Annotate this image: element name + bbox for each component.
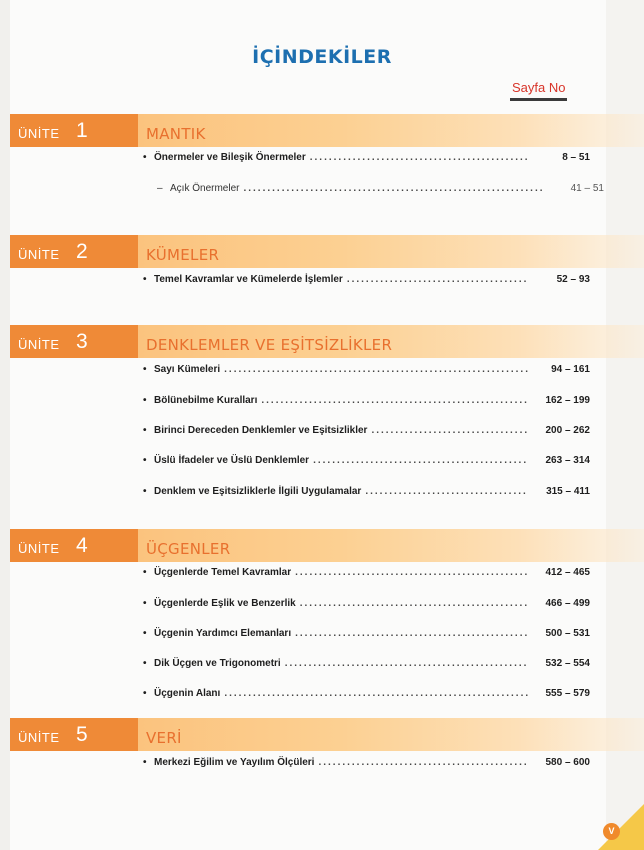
toc-entry[interactable] — [143, 658, 590, 674]
toc-entry[interactable] — [143, 567, 590, 583]
unit-title-band — [138, 235, 644, 268]
dot-leader — [261, 395, 528, 406]
bullet: • — [143, 274, 147, 285]
bullet: • — [143, 455, 147, 466]
toc-entry[interactable] — [143, 486, 590, 502]
toc-entry[interactable] — [143, 274, 590, 290]
page-number-badge: V — [603, 823, 620, 840]
toc-entry-title: Üçgenlerde Temel Kavramlar — [154, 567, 292, 578]
toc-entry-title: Açık Önermeler — [170, 183, 240, 194]
page-range: 41 – 51 — [570, 183, 604, 194]
bullet: • — [143, 364, 147, 375]
toc-entry[interactable] — [143, 757, 590, 773]
toc-entry[interactable] — [143, 425, 590, 441]
bullet: • — [143, 757, 147, 768]
unit-header-2 — [10, 235, 644, 268]
unit-title: DENKLEMLER VE EŞİTSİZLİKLER — [146, 336, 393, 354]
toc-entry-title: Sayı Kümeleri — [154, 364, 221, 375]
toc-entry[interactable] — [143, 152, 590, 168]
unit-title-band — [138, 325, 644, 358]
bullet: • — [143, 658, 147, 669]
unit-number: 3 — [76, 330, 88, 353]
toc-entry-title: Birinci Dereceden Denklemler ve Eşitsizlikler — [154, 425, 368, 436]
unit-label: ÜNİTE — [18, 247, 60, 262]
toc-entry-title: Üçgenin Yardımcı Elemanları — [154, 628, 292, 639]
bullet: • — [143, 628, 147, 639]
toc-entry-title: Merkezi Eğilim ve Yayılım Ölçüleri — [154, 757, 315, 768]
unit-title-band — [138, 718, 644, 751]
bullet: • — [143, 486, 147, 497]
unit-title-band — [138, 529, 644, 562]
bullet: • — [143, 395, 147, 406]
dot-leader — [243, 183, 542, 194]
unit-label-box — [10, 114, 138, 147]
toc-entry-title: Dik Üçgen ve Trigonometri — [154, 658, 281, 669]
toc-entry[interactable] — [143, 395, 590, 411]
page-range: 263 – 314 — [545, 455, 590, 466]
dot-leader — [300, 598, 528, 609]
unit-title: MANTIK — [146, 125, 206, 143]
unit-number: 1 — [76, 119, 88, 142]
dot-leader — [285, 658, 528, 669]
page-range: 162 – 199 — [545, 395, 590, 406]
page-number-label-underline — [510, 98, 567, 101]
unit-label-box — [10, 325, 138, 358]
page-range: 8 – 51 — [562, 152, 590, 163]
page-range: 315 – 411 — [546, 486, 590, 497]
unit-title: VERİ — [146, 729, 182, 747]
unit-header-5 — [10, 718, 644, 751]
toc-entry[interactable] — [143, 455, 590, 471]
unit-label: ÜNİTE — [18, 730, 60, 745]
unit-number: 4 — [76, 534, 88, 557]
unit-label-box — [10, 529, 138, 562]
toc-entry[interactable] — [143, 688, 590, 704]
unit-label: ÜNİTE — [18, 126, 60, 141]
dash-marker: – — [157, 183, 163, 194]
dot-leader — [224, 364, 528, 375]
toc-entry-title: Üçgenin Alanı — [154, 688, 221, 699]
toc-subentry[interactable] — [143, 183, 604, 199]
dot-leader — [295, 628, 528, 639]
dot-leader — [313, 455, 528, 466]
page-range: 580 – 600 — [545, 757, 590, 768]
dot-leader — [365, 486, 528, 497]
toc-entry[interactable] — [143, 364, 590, 380]
unit-header-1 — [10, 114, 644, 147]
bullet: • — [143, 425, 147, 436]
unit-header-4 — [10, 529, 644, 562]
dot-leader — [224, 688, 528, 699]
unit-title-band — [138, 114, 644, 147]
toc-entry-title: Üslü İfadeler ve Üslü Denklemler — [154, 455, 310, 466]
unit-label-box — [10, 235, 138, 268]
toc-entry-title: Üçgenlerde Eşlik ve Benzerlik — [154, 598, 296, 609]
toc-entry[interactable] — [143, 598, 590, 614]
dot-leader — [318, 757, 528, 768]
unit-title: ÜÇGENLER — [146, 540, 231, 558]
toc-entry-title: Denklem ve Eşitsizliklerle İlgili Uygulamalar — [154, 486, 362, 497]
dot-leader — [295, 567, 528, 578]
dot-leader — [347, 274, 528, 285]
unit-number: 5 — [76, 723, 88, 746]
page-range: 532 – 554 — [545, 658, 590, 669]
dot-leader — [310, 152, 528, 163]
unit-title: KÜMELER — [146, 246, 220, 264]
toc-entry[interactable] — [143, 628, 590, 644]
unit-label: ÜNİTE — [18, 541, 60, 556]
toc-entry-title: Önermeler ve Bileşik Önermeler — [154, 152, 306, 163]
toc-entry-title: Temel Kavramlar ve Kümelerde İşlemler — [154, 274, 343, 285]
unit-header-3 — [10, 325, 644, 358]
page-range: 500 – 531 — [545, 628, 590, 639]
bullet: • — [143, 688, 147, 699]
bullet: • — [143, 152, 147, 163]
page-range: 52 – 93 — [556, 274, 590, 285]
page-range: 412 – 465 — [545, 567, 590, 578]
page-title: İÇİNDEKİLER — [252, 46, 392, 68]
unit-label: ÜNİTE — [18, 337, 60, 352]
page-range: 466 – 499 — [545, 598, 590, 609]
toc-entry-title: Bölünebilme Kuralları — [154, 395, 258, 406]
page-range: 555 – 579 — [545, 688, 590, 699]
unit-number: 2 — [76, 240, 88, 263]
dot-leader — [371, 425, 528, 436]
bullet: • — [143, 598, 147, 609]
page-range: 200 – 262 — [545, 425, 590, 436]
page-range: 94 – 161 — [551, 364, 590, 375]
bullet: • — [143, 567, 147, 578]
unit-label-box — [10, 718, 138, 751]
page-number-column-label: Sayfa No — [512, 80, 566, 95]
